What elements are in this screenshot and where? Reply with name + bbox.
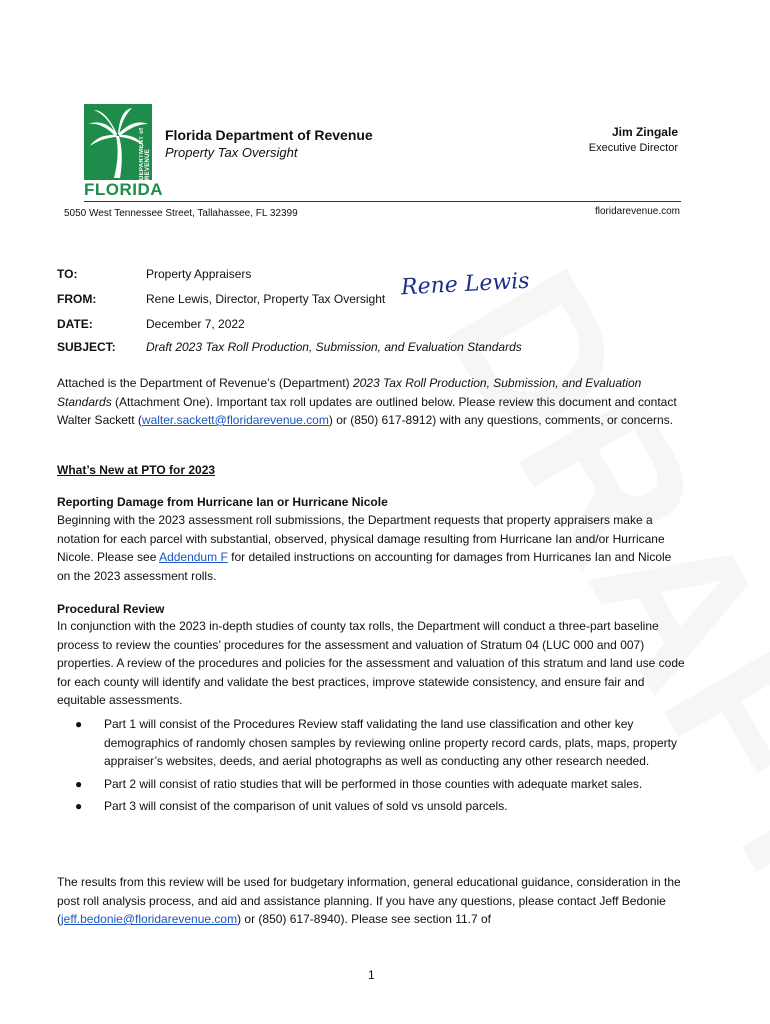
logo-wordmark: FLORIDA xyxy=(84,180,164,199)
list-item xyxy=(57,797,697,816)
division-name: Property Tax Oversight xyxy=(165,145,298,160)
hurricane-text-1: Beginning with the 2023 assessment roll submissions, the Department requests that property appraisers make a notation for each parcel with substantial, observed, physical damage resulting from Hurricane Ian and/or Hurricane Nicole. Please see xyxy=(57,513,665,564)
closing-paragraph xyxy=(57,873,687,929)
to-label: TO: xyxy=(57,267,78,281)
palm-tree-icon xyxy=(84,104,152,180)
intro-text-2: (Attachment One). Important tax roll updates are outlined below. Please review this document and contact Walter Sackett ( xyxy=(57,394,677,427)
hurricane-heading: Reporting Damage from Hurricane Ian or Hurricane Nicole xyxy=(57,495,388,509)
closing-text-2: ) or (850) 617-8940). Please see section 11.7 of xyxy=(237,912,492,926)
florida-revenue-logo xyxy=(84,104,164,200)
director-signature: Rene Lewis xyxy=(400,268,531,301)
logo-side-text: DEPARTMENT of REVENUE xyxy=(139,127,151,180)
bullet-text: Part 1 will consist of the Procedures Review staff validating the land use classification and other key demographics of randomly chosen samples by reviewing online property record cards, plats, maps, property appraiser’s websites, deeds, and aerial photographs as well as conducting any other research needed. xyxy=(104,717,677,768)
letterhead-divider xyxy=(84,201,681,202)
from-label: FROM: xyxy=(57,292,97,306)
list-item xyxy=(57,715,697,771)
to-value: Property Appraisers xyxy=(146,267,252,281)
bullet-icon: ● xyxy=(75,799,83,813)
list-item xyxy=(57,775,697,794)
procedural-review-paragraph: In conjunction with the 2023 in-depth studies of county tax rolls, the Department will conduct a three-part baseline process to review the counties’ procedures for the assessment and valuation of Stratum 04 (LUC 000 and 007) properties. A review of the procedures and policies for the assessment and valuation of this stratum and land use code for each county will identify and validate the best practices, improve statewide consistency, and ensure fair and equitable assessments. xyxy=(57,619,685,707)
intro-text-3: ) or (850) 617-8912) with any questions, comments, or concerns. xyxy=(328,413,674,427)
hurricane-paragraph xyxy=(57,511,687,585)
closing-text-1: The results from this review will be used for budgetary information, general educational guidance, consideration in the post roll analysis process, and aid and assistance planning. If you have any questions, please contact Jeff Bedonie ( xyxy=(57,875,681,926)
jeff-bedonie-email-link[interactable]: jeff.bedonie@floridarevenue.com xyxy=(61,912,238,926)
director-title: Executive Director xyxy=(588,142,678,154)
date-value: December 7, 2022 xyxy=(146,317,245,331)
procedural-review-heading: Procedural Review xyxy=(57,602,165,616)
procedural-review-bullets xyxy=(57,715,697,820)
addendum-f-link[interactable]: Addendum F xyxy=(159,550,228,564)
page-number: 1 xyxy=(368,968,375,982)
bullet-text: Part 3 will consist of the comparison of unit values of sold vs unsold parcels. xyxy=(104,799,508,813)
intro-title: 2023 Tax Roll Production, Submission, and Evaluation Standards xyxy=(57,376,642,409)
intro-text-1: Attached is the Department of Revenue’s (Department) xyxy=(57,376,353,390)
director-name: Jim Zingale xyxy=(611,125,678,139)
subject-value: Draft 2023 Tax Roll Production, Submission, and Evaluation Standards xyxy=(146,340,522,354)
date-label: DATE: xyxy=(57,317,93,331)
from-value: Rene Lewis, Director, Property Tax Oversight xyxy=(146,292,386,306)
subject-label: SUBJECT: xyxy=(57,340,116,354)
bullet-icon: ● xyxy=(75,776,83,791)
department-name: Florida Department of Revenue xyxy=(165,127,373,143)
whats-new-heading: What’s New at PTO for 2023 xyxy=(57,463,216,477)
bullet-text: Part 2 will consist of ratio studies that will be performed in those counties with adequate market sales. xyxy=(104,776,643,791)
department-website[interactable]: floridarevenue.com xyxy=(594,206,680,217)
department-address: 5050 West Tennessee Street, Tallahassee, FL 32399 xyxy=(64,208,298,219)
walter-sackett-email-link[interactable]: walter.sackett@floridarevenue.com xyxy=(141,413,329,427)
bullet-icon: ● xyxy=(75,717,83,731)
hurricane-text-2: for detailed instructions on accounting for damages from Hurricanes Ian and Nicole on the 2023 assessment rolls. xyxy=(57,550,672,583)
intro-paragraph xyxy=(57,374,687,430)
